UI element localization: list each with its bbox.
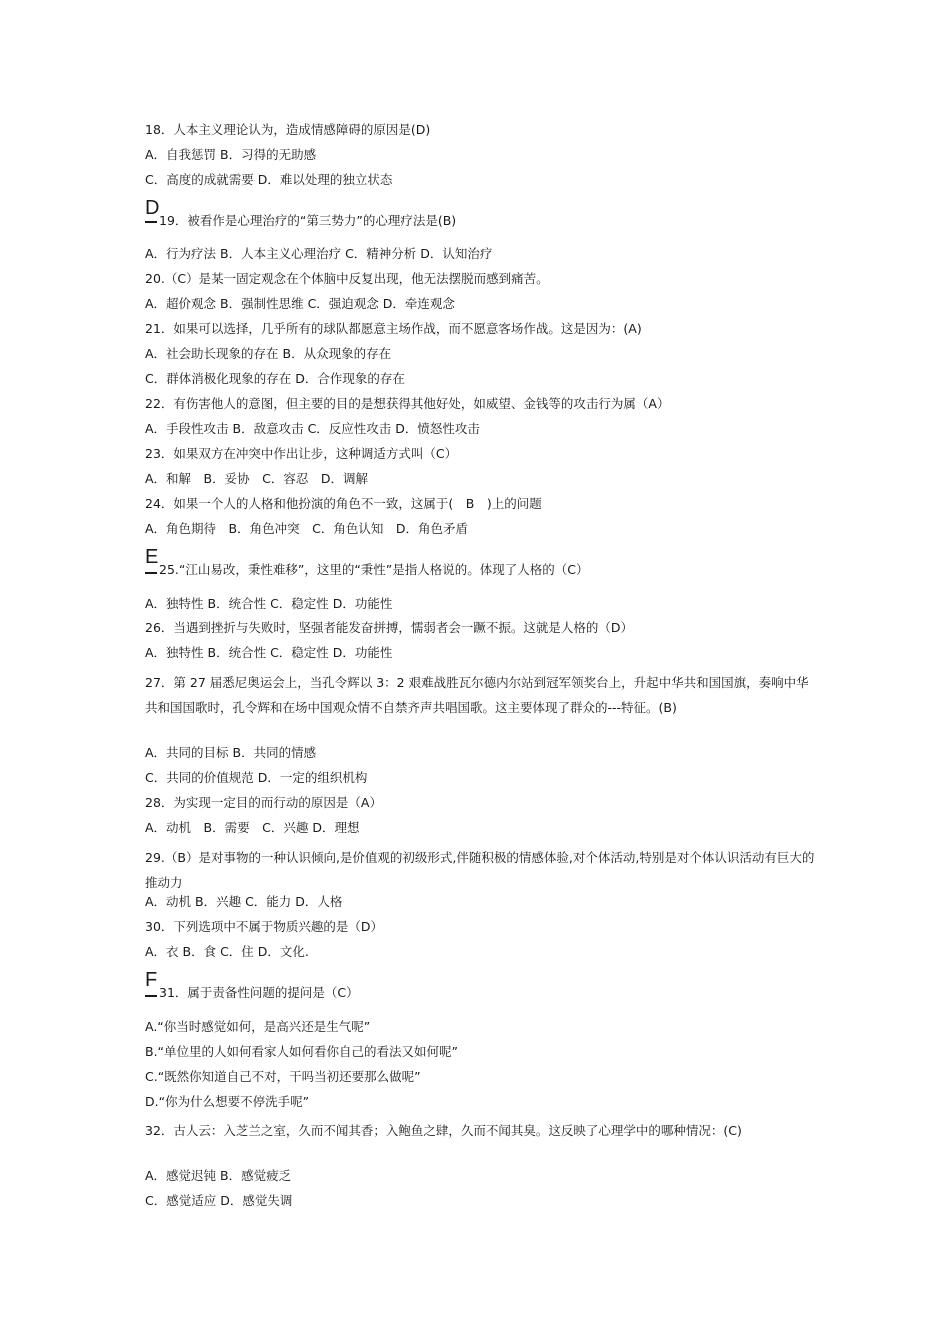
options-27-cd: C．共同的价值规范 D．一定的组织机构: [145, 770, 368, 785]
option-31-c: C.“既然你知道自己不对，干吗当初还要那么做呢”: [145, 1069, 421, 1084]
section-e-underline: [145, 572, 157, 574]
options-29: A．动机 B．兴趣 C．能力 D．人格: [145, 894, 343, 909]
options-28: A．动机 B．需要 C．兴趣 D．理想: [145, 820, 360, 835]
options-20: A．超价观念 B．强制性思维 C．强迫观念 D．牵连观念: [145, 296, 455, 311]
options-30: A．衣 B．食 C．住 D．文化.: [145, 944, 309, 959]
options-26: A．独特性 B．统合性 C．稳定性 D．功能性: [145, 645, 393, 660]
options-22: A．手段性攻击 B．敌意攻击 C．反应性攻击 D．愤怒性攻击: [145, 421, 480, 436]
options-27-ab: A．共同的目标 B．共同的情感: [145, 745, 317, 760]
options-32-cd: C．感觉适应 D．感觉失调: [145, 1193, 293, 1208]
section-letter-e: E: [145, 546, 159, 568]
options-21-cd: C．群体消极化现象的存在 D．合作现象的存在: [145, 371, 405, 386]
options-19: A．行为疗法 B．人本主义心理治疗 C．精神分析 D．认知治疗: [145, 246, 493, 261]
option-31-b: B.“单位里的人如何看家人如何看你自己的看法又如何呢”: [145, 1044, 459, 1059]
options-18-cd: C．高度的成就需要 D．难以处理的独立状态: [145, 172, 393, 187]
question-19: 19．被看作是心理治疗的“第三势力”的心理疗法是(B): [159, 213, 457, 228]
question-22: 22．有伤害他人的意图，但主要的目的是想获得其他好处，如威望、金钱等的攻击行为属（A）: [145, 396, 670, 411]
options-23: A．和解 B．妥协 C．容忍 D．调解: [145, 471, 368, 486]
options-24: A．角色期待 B．角色冲突 C．角色认知 D．角色矛盾: [145, 521, 468, 536]
options-18-ab: A．自我惩罚 B．习得的无助感: [145, 147, 317, 162]
section-d-underline: [145, 221, 157, 223]
question-24: 24．如果一个人的人格和他扮演的角色不一致，这属于( B )上的问题: [145, 496, 542, 511]
options-25: A．独特性 B．统合性 C．稳定性 D．功能性: [145, 596, 393, 611]
question-21: 21．如果可以选择，几乎所有的球队都愿意主场作战，而不愿意客场作战。这是因为：(A): [145, 321, 642, 336]
question-23: 23．如果双方在冲突中作出让步，这种调适方式叫（C）: [145, 446, 458, 461]
question-31: 31．属于责备性问题的提问是（C）: [159, 985, 359, 1000]
options-21-ab: A．社会助长现象的存在 B．从众现象的存在: [145, 346, 392, 361]
question-20: 20.（C）是某一固定观念在个体脑中反复出现，他无法摆脱而感到痛苦。: [145, 271, 549, 286]
question-29: 29.（B）是对事物的一种认识倾向,是价值观的初级形式,伴随积极的情感体验,对个体活动,特别是对个体认识活动有巨大的推动力: [145, 850, 815, 890]
question-26: 26．当遇到挫折与失败时，坚强者能发奋拼搏，懦弱者会一蹶不振。这就是人格的（D）: [145, 620, 634, 635]
section-letter-d: D: [145, 197, 160, 219]
question-18: 18．人本主义理论认为，造成情感障碍的原因是(D): [145, 122, 431, 137]
option-31-a: A.“你当时感觉如何，是高兴还是生气呢”: [145, 1019, 371, 1034]
section-letter-f: F: [145, 969, 158, 991]
question-28: 28．为实现一定目的而行动的原因是（A）: [145, 795, 382, 810]
option-31-d: D.“你为什么想要不停洗手呢”: [145, 1094, 310, 1109]
question-27: 27．第 27 届悉尼奥运会上，当孔令辉以 3：2 艰难战胜瓦尔德内尔站到冠军领奖台上，升起中华共和国国旗，奏响中华共和国国歌时，孔令辉和在场中国观众情不自禁齐声共唱国歌。这主要体现了群众的---特征。(B): [145, 675, 809, 715]
options-32-ab: A．感觉迟钝 B．感觉疲乏: [145, 1168, 292, 1183]
question-25: 25.“江山易改，秉性难移”，这里的“秉性”是指人格说的。体现了人格的（C）: [159, 562, 589, 577]
section-f-underline: [145, 995, 157, 997]
question-32: 32．古人云：入芝兰之室，久而不闻其香；入鲍鱼之肆，久而不闻其臭。这反映了心理学中的哪种情况：(C): [145, 1123, 742, 1138]
question-30: 30．下列选项中不属于物质兴趣的是（D）: [145, 919, 384, 934]
